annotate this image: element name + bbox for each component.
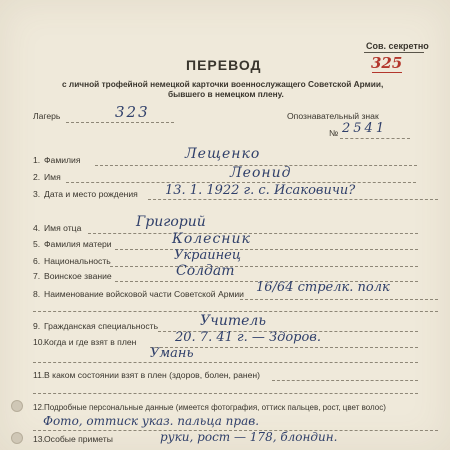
field-10-line-2	[33, 362, 418, 363]
field-4-number: 4.	[33, 223, 41, 233]
field-9-label: Гражданская специальность	[44, 321, 159, 331]
field-11-number: 11.	[33, 370, 45, 380]
field-12-label: Подробные персональные данные (имеется фотография, оттиск пальцев, рост, цвет волос)	[44, 403, 386, 412]
subtitle-line1: с личной трофейной немецкой карточки военнослужащего Советской Армии,	[62, 79, 384, 89]
field-5-value: Колесник	[172, 231, 251, 247]
id-mark-label: Опознавательный знак	[287, 111, 379, 121]
field-5-label: Фамилия матери	[44, 239, 112, 249]
field-10-label: Когда и где взят в плен	[44, 337, 137, 347]
id-number-value: 2541	[342, 121, 388, 136]
camp-value: 323	[115, 103, 150, 121]
stamp-number: 325	[371, 54, 403, 72]
field-7-number: 7.	[33, 271, 41, 281]
field-3-label: Дата и место рождения	[44, 189, 138, 199]
field-8-value: 16/64 стрелк. полк	[256, 280, 390, 295]
punch-hole-top	[11, 400, 23, 412]
field-8-label: Наименование войсковой части Советской Армии	[44, 289, 244, 299]
field-11-line	[272, 380, 418, 381]
field-9-value: Учитель	[200, 313, 266, 329]
field-6-value: Украинец	[174, 248, 241, 263]
field-3-line	[148, 199, 438, 200]
field-5-number: 5.	[33, 239, 41, 249]
field-8-line	[240, 299, 438, 300]
field-12-number: 12.	[33, 403, 45, 412]
field-6-label: Национальность	[44, 256, 111, 266]
camp-label: Лагерь	[33, 111, 61, 121]
field-7-value: Солдат	[176, 263, 235, 279]
field-6-number: 6.	[33, 256, 41, 266]
page-title: ПЕРЕВОД	[186, 57, 262, 73]
field-4-line	[88, 233, 418, 234]
camp-line	[66, 122, 174, 123]
id-number-prefix: №	[329, 128, 339, 138]
field-13-value: руки, рост — 178, блондин.	[160, 430, 338, 444]
field-4-value: Григорий	[136, 214, 206, 230]
field-4-label: Имя отца	[44, 223, 82, 233]
secrecy-label: Сов. секретно	[366, 41, 429, 51]
field-11-label: В каком состоянии взят в плен (здоров, болен, ранен)	[44, 370, 261, 380]
field-13-number: 13.	[33, 434, 45, 444]
field-10-number: 10.	[33, 337, 45, 347]
field-2-value: Леонид	[230, 165, 292, 181]
field-1-number: 1.	[33, 155, 41, 165]
field-1-value: Лещенко	[185, 146, 261, 162]
subtitle-line2: бывшего в немецком плену.	[168, 89, 284, 99]
field-9-number: 9.	[33, 321, 41, 331]
field-11-line-2	[33, 393, 418, 394]
field-2-number: 2.	[33, 172, 41, 182]
punch-hole-bottom	[11, 432, 23, 444]
field-8-number: 8.	[33, 289, 41, 299]
field-3-number: 3.	[33, 189, 41, 199]
field-13-label: Особые приметы	[44, 434, 113, 444]
field-5-line	[115, 249, 418, 250]
field-7-label: Воинское звание	[44, 271, 112, 281]
stamp-underline	[372, 72, 402, 73]
id-number-line	[340, 138, 410, 139]
field-1-label: Фамилия	[44, 155, 81, 165]
field-8-line-2	[33, 311, 438, 312]
field-2-label: Имя	[44, 172, 61, 182]
field-10-value: 20. 7. 41 г. — Здоров.	[175, 330, 321, 345]
field-3-value: 13. 1. 1922 г. с. Исаковичи?	[165, 183, 356, 198]
field-12-value: Фото, оттиск указ. пальца прав.	[43, 414, 260, 428]
field-10-value-2: Умань	[150, 346, 194, 361]
secrecy-underline	[364, 52, 424, 53]
field-6-line	[110, 266, 418, 267]
